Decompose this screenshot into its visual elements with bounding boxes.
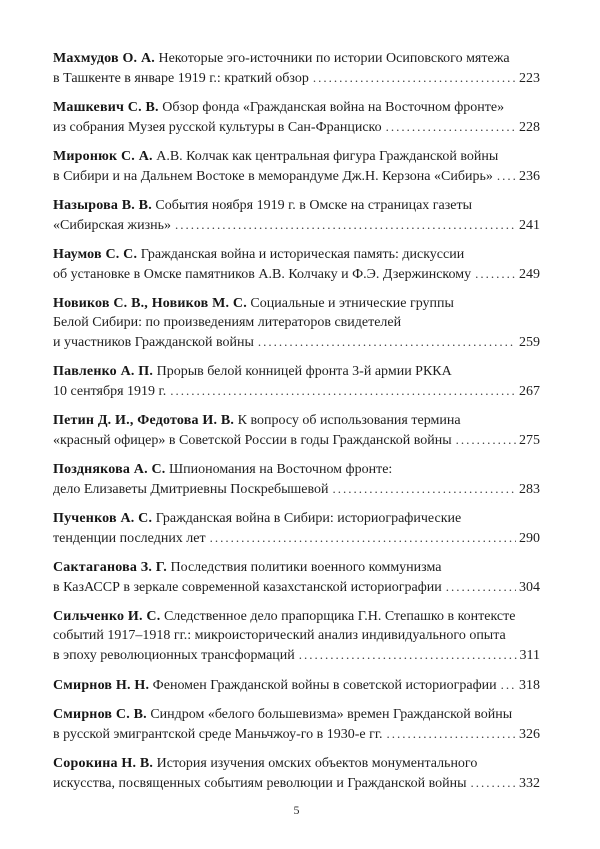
toc-entry-line <box>53 675 540 695</box>
toc-entry-line <box>53 705 540 724</box>
toc-entry <box>53 754 540 793</box>
entry-title-text: К вопросу об использования термина <box>237 413 461 428</box>
toc-entry-line <box>53 294 540 313</box>
dot-leader <box>501 675 516 695</box>
entry-title-text: Следственное дело прапорщика Г.Н. Степашко в контексте <box>163 609 516 624</box>
dot-leader <box>475 264 516 284</box>
toc-entry-line <box>53 166 540 186</box>
entry-title-text: в эпоху революционных трансформаций <box>53 648 295 663</box>
entry-title-text: тенденции последних лет <box>53 531 206 546</box>
toc-entry <box>53 362 540 401</box>
toc-entry <box>53 196 540 235</box>
entry-authors: Смирнов С. В. <box>53 707 147 722</box>
dot-leader <box>313 68 516 88</box>
entry-title-text: в Сибири и на Дальнем Востоке в меморандуме Дж.Н. Керзона «Сибирь» <box>53 169 493 184</box>
entry-title-text: События ноября 1919 г. в Омске на страницах газеты <box>155 198 473 213</box>
toc-entry-line <box>53 411 540 430</box>
toc-entry-line <box>53 577 540 597</box>
entry-page-number: 228 <box>519 120 540 135</box>
dot-leader <box>387 724 516 744</box>
entry-title-text: Феномен Гражданской войны в советской историографии <box>152 678 497 693</box>
toc-entry-line <box>53 558 540 577</box>
toc-entry <box>53 509 540 548</box>
entry-title-text: искусства, посвященных событиям революции и Гражданской войны <box>53 776 467 791</box>
toc-entry-line <box>53 313 540 332</box>
entry-title-text: и участников Гражданской войны <box>53 335 254 350</box>
dot-leader <box>497 166 516 186</box>
entry-title-text: событий 1917–1918 гг.: микроисторический анализ индивидуального опыта <box>53 628 506 643</box>
entry-page-number: 223 <box>519 71 540 86</box>
toc-entry-line <box>53 362 540 381</box>
entry-authors: Пученков А. С. <box>53 511 153 526</box>
toc-entry-line <box>53 626 540 645</box>
entry-page-number: 259 <box>519 335 540 350</box>
dot-leader <box>386 117 516 137</box>
entry-page-number: 275 <box>519 433 540 448</box>
entry-title-text: Гражданская война в Сибири: историографические <box>155 511 462 526</box>
dot-leader <box>299 645 517 665</box>
entry-page-number: 236 <box>519 169 540 184</box>
toc-entry-line <box>53 68 540 88</box>
entry-title-text: Последствия политики военного коммунизма <box>170 560 442 575</box>
toc-entry <box>53 411 540 450</box>
dot-leader <box>446 577 516 597</box>
entry-title-text: в КазАССР в зеркале современной казахстанской историографии <box>53 580 442 595</box>
toc-entry-line <box>53 215 540 235</box>
entry-title-text: История изучения омских объектов монументального <box>156 756 478 771</box>
toc-entry-line <box>53 264 540 284</box>
toc-entry-line <box>53 645 540 665</box>
dot-leader <box>175 215 516 235</box>
toc-list <box>53 49 540 793</box>
entry-page-number: 332 <box>519 776 540 791</box>
toc-entry-line <box>53 381 540 401</box>
entry-authors: Назырова В. В. <box>53 198 152 213</box>
entry-title-text: из собрания Музея русской культуры в Сан-Франциско <box>53 120 382 135</box>
entry-title-text: дело Елизаветы Дмитриевны Поскребышевой <box>53 482 329 497</box>
toc-entry-line <box>53 509 540 528</box>
entry-authors: Миронюк С. А. <box>53 149 153 164</box>
entry-authors: Машкевич С. В. <box>53 100 159 115</box>
toc-entry-line <box>53 754 540 773</box>
toc-entry-line <box>53 607 540 626</box>
entry-title-text: 10 сентября 1919 г. <box>53 384 167 399</box>
dot-leader <box>471 773 516 793</box>
entry-title-text: об установке в Омске памятников А.В. Колчаку и Ф.Э. Дзержинскому <box>53 267 472 282</box>
entry-authors: Сильченко И. С. <box>53 609 161 624</box>
entry-page-number: 290 <box>519 531 540 546</box>
toc-entry-line <box>53 460 540 479</box>
dot-leader <box>258 332 516 352</box>
entry-title-text: в русской эмигрантской среде Маньчжоу-го в 1930-е гг. <box>53 727 383 742</box>
toc-entry <box>53 147 540 186</box>
page-footer <box>53 803 540 818</box>
entry-authors: Петин Д. И., Федотова И. В. <box>53 413 235 428</box>
entry-title-text: Гражданская война и историческая память: дискуссии <box>140 247 465 262</box>
entry-authors: Сорокина Н. В. <box>53 756 154 771</box>
entry-authors: Наумов С. С. <box>53 247 138 262</box>
toc-entry-line <box>53 773 540 793</box>
toc-entry-line <box>53 196 540 215</box>
toc-entry <box>53 607 540 665</box>
toc-entry-line <box>53 479 540 499</box>
entry-page-number: 311 <box>519 648 540 663</box>
toc-entry-line <box>53 332 540 352</box>
entry-authors: Махмудов О. А. <box>53 51 155 66</box>
entry-page-number: 249 <box>519 267 540 282</box>
toc-entry <box>53 558 540 597</box>
entry-authors: Новиков С. В., Новиков М. С. <box>53 296 247 311</box>
entry-page-number: 326 <box>519 727 540 742</box>
entry-title-text: Обзор фонда «Гражданская война на Восточном фронте» <box>162 100 505 115</box>
toc-entry <box>53 245 540 284</box>
entry-title-text: в Ташкенте в январе 1919 г.: краткий обзор <box>53 71 309 86</box>
dot-leader <box>456 430 516 450</box>
entry-title-text: Шпиономания на Восточном фронте: <box>169 462 393 477</box>
toc-entry-line <box>53 430 540 450</box>
entry-page-number: 318 <box>519 678 540 693</box>
toc-entry <box>53 98 540 137</box>
entry-authors: Смирнов Н. Н. <box>53 678 150 693</box>
entry-authors: Павленко А. П. <box>53 364 154 379</box>
toc-entry <box>53 460 540 499</box>
toc-entry-line <box>53 147 540 166</box>
toc-entry-line <box>53 724 540 744</box>
toc-entry <box>53 294 540 352</box>
entry-authors: Позднякова А. С. <box>53 462 166 477</box>
entry-authors: Сактаганова З. Г. <box>53 560 167 575</box>
dot-leader <box>333 479 517 499</box>
footer-page-number: 5 <box>293 803 300 817</box>
toc-entry-line <box>53 245 540 264</box>
entry-page-number: 267 <box>519 384 540 399</box>
dot-leader <box>210 528 516 548</box>
entry-title-text: Синдром «белого большевизма» времен Гражданской войны <box>150 707 513 722</box>
entry-title-text: Социальные и этнические группы <box>250 296 454 311</box>
toc-entry-line <box>53 528 540 548</box>
toc-entry <box>53 705 540 744</box>
toc-entry <box>53 675 540 695</box>
entry-page-number: 283 <box>519 482 540 497</box>
entry-title-text: «красный офицер» в Советской России в годы Гражданской войны <box>53 433 452 448</box>
entry-title-text: Белой Сибири: по произведениям литераторов свидетелей <box>53 315 402 330</box>
dot-leader <box>170 381 516 401</box>
entry-title-text: Прорыв белой конницей фронта 3-й армии РККА <box>156 364 452 379</box>
entry-title-text: Некоторые эго-источники по истории Осиповского мятежа <box>158 51 510 66</box>
entry-page-number: 241 <box>519 218 540 233</box>
toc-entry-line <box>53 117 540 137</box>
entry-title-text: А.В. Колчак как центральная фигура Гражданской войны <box>156 149 499 164</box>
entry-page-number: 304 <box>519 580 540 595</box>
entry-title-text: «Сибирская жизнь» <box>53 218 171 233</box>
toc-entry-line <box>53 49 540 68</box>
toc-entry <box>53 49 540 88</box>
toc-entry-line <box>53 98 540 117</box>
